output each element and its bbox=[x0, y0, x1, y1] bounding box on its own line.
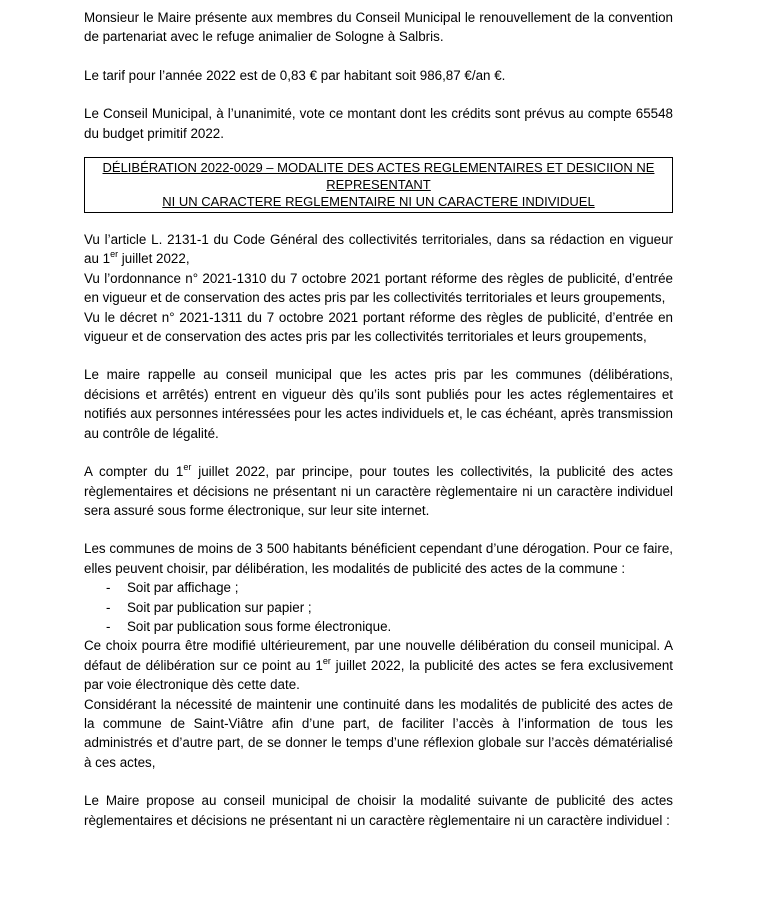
modalites-list bbox=[84, 578, 673, 636]
heading-line-1: DÉLIBÉRATION 2022-0029 – MODALITE DES ACTES REGLEMENTAIRES ET DESICIION NE REPRESENTANT bbox=[102, 160, 655, 193]
list-item bbox=[84, 598, 673, 617]
list-dash: - bbox=[106, 580, 111, 596]
list-dash: - bbox=[106, 618, 111, 634]
list-item bbox=[84, 578, 673, 597]
list-item-text: Soit par publication sur papier ; bbox=[127, 599, 312, 615]
list-item bbox=[84, 617, 673, 636]
list-item-text: Soit par affichage ; bbox=[127, 580, 239, 596]
vu-article-text: Vu l’article L. 2131-1 du Code Général des collectivités territoriales, dans sa rédaction en vigueur au 1 bbox=[84, 232, 673, 267]
compter-text: A compter du 1 bbox=[84, 464, 184, 480]
choix-text: Ce choix pourra être modifié ultérieurement, par une nouvelle délibération du conseil municipal. bbox=[84, 638, 661, 654]
deliberation-heading bbox=[84, 157, 673, 213]
paragraph-propose: Le Maire propose au conseil municipal de choisir la modalité suivante de publicité des actes règlementaires et décisions ne présentant ni un caractère règlementaire ni un caractère individuel : bbox=[84, 793, 673, 828]
superscript-er: er bbox=[183, 462, 192, 473]
paragraph-compter bbox=[84, 462, 673, 520]
paragraph-tarif: Le tarif pour l’année 2022 est de 0,83 € par habitant soit 986,87 €/an €. bbox=[84, 67, 506, 83]
vu-ordonnance: Vu l’ordonnance n° 2021-1310 du 7 octobre 2021 portant réforme des règles de publicité, d’entrée en vigueur et de conservation des actes pris par les collectivités territoriales et leurs groupements, bbox=[84, 270, 673, 306]
vu-article-end: juillet 2022, bbox=[118, 251, 190, 267]
defaut-text-end: juillet 2022, la publicité des actes se fera exclusivement par voie électronique dès cette date. bbox=[84, 657, 674, 693]
heading-line-2: NI UN CARACTERE REGLEMENTAIRE NI UN CARACTERE INDIVIDUEL bbox=[162, 194, 595, 210]
superscript-er: er bbox=[322, 655, 331, 666]
paragraph-considerant: Considérant la nécessité de maintenir une continuité dans les modalités de publicité des actes de la commune de Saint-Viâtre afin d’une part, de faciliter l’accès à l’information de tous les administrés et d’autre part, de se donner le temps d’une réflexion globale sur l’accès dématérialisé à ces actes, bbox=[84, 696, 673, 770]
compter-text-end: juillet 2022, par principe, pour toutes les collectivités, la publicité des actes règlementaires et décisions ne présentant ni un caractère règlementaire ni un caractère individuel sera assuré sous forme électronique, sur leur site internet. bbox=[84, 464, 673, 518]
paragraph-rappel: Le maire rappelle au conseil municipal que les actes pris par les communes (délibérations, décisions et arrêtés) entrent en vigueur dès qu’ils sont publiés pour les actes réglementaires et notifiés aux personnes intéressées pour les actes individuels et, le cas échéant, après transmission au contrôle de légalité. bbox=[84, 367, 673, 441]
vu-article bbox=[84, 230, 673, 269]
paragraph-communes: Les communes de moins de 3 500 habitants bénéficient cependant d’une dérogation. Pour ce faire, elles peuvent choisir, par délibération, les modalités de publicité des actes de la commune : bbox=[84, 541, 673, 576]
vu-decret: Vu le décret n° 2021-1311 du 7 octobre 2021 portant réforme des règles de publicité, d’entrée en vigueur et de conservation des actes pris par les collectivités territoriales et leurs groupements, bbox=[84, 309, 673, 345]
paragraph-vote: Le Conseil Municipal, à l’unanimité, vote ce montant dont les crédits sont prévus au compte 65548 du budget primitif 2022. bbox=[84, 106, 673, 141]
list-dash: - bbox=[106, 599, 111, 615]
list-item-text: Soit par publication sous forme électronique. bbox=[127, 618, 392, 634]
paragraph-choix bbox=[84, 636, 673, 694]
paragraph-convention: Monsieur le Maire présente aux membres du Conseil Municipal le renouvellement de la convention de partenariat avec le refuge animalier de Sologne à Salbris. bbox=[84, 10, 673, 45]
defaut-text: A défaut de délibération sur ce point au 1 bbox=[84, 638, 673, 673]
superscript-er: er bbox=[110, 249, 119, 260]
document-page bbox=[84, 0, 673, 830]
